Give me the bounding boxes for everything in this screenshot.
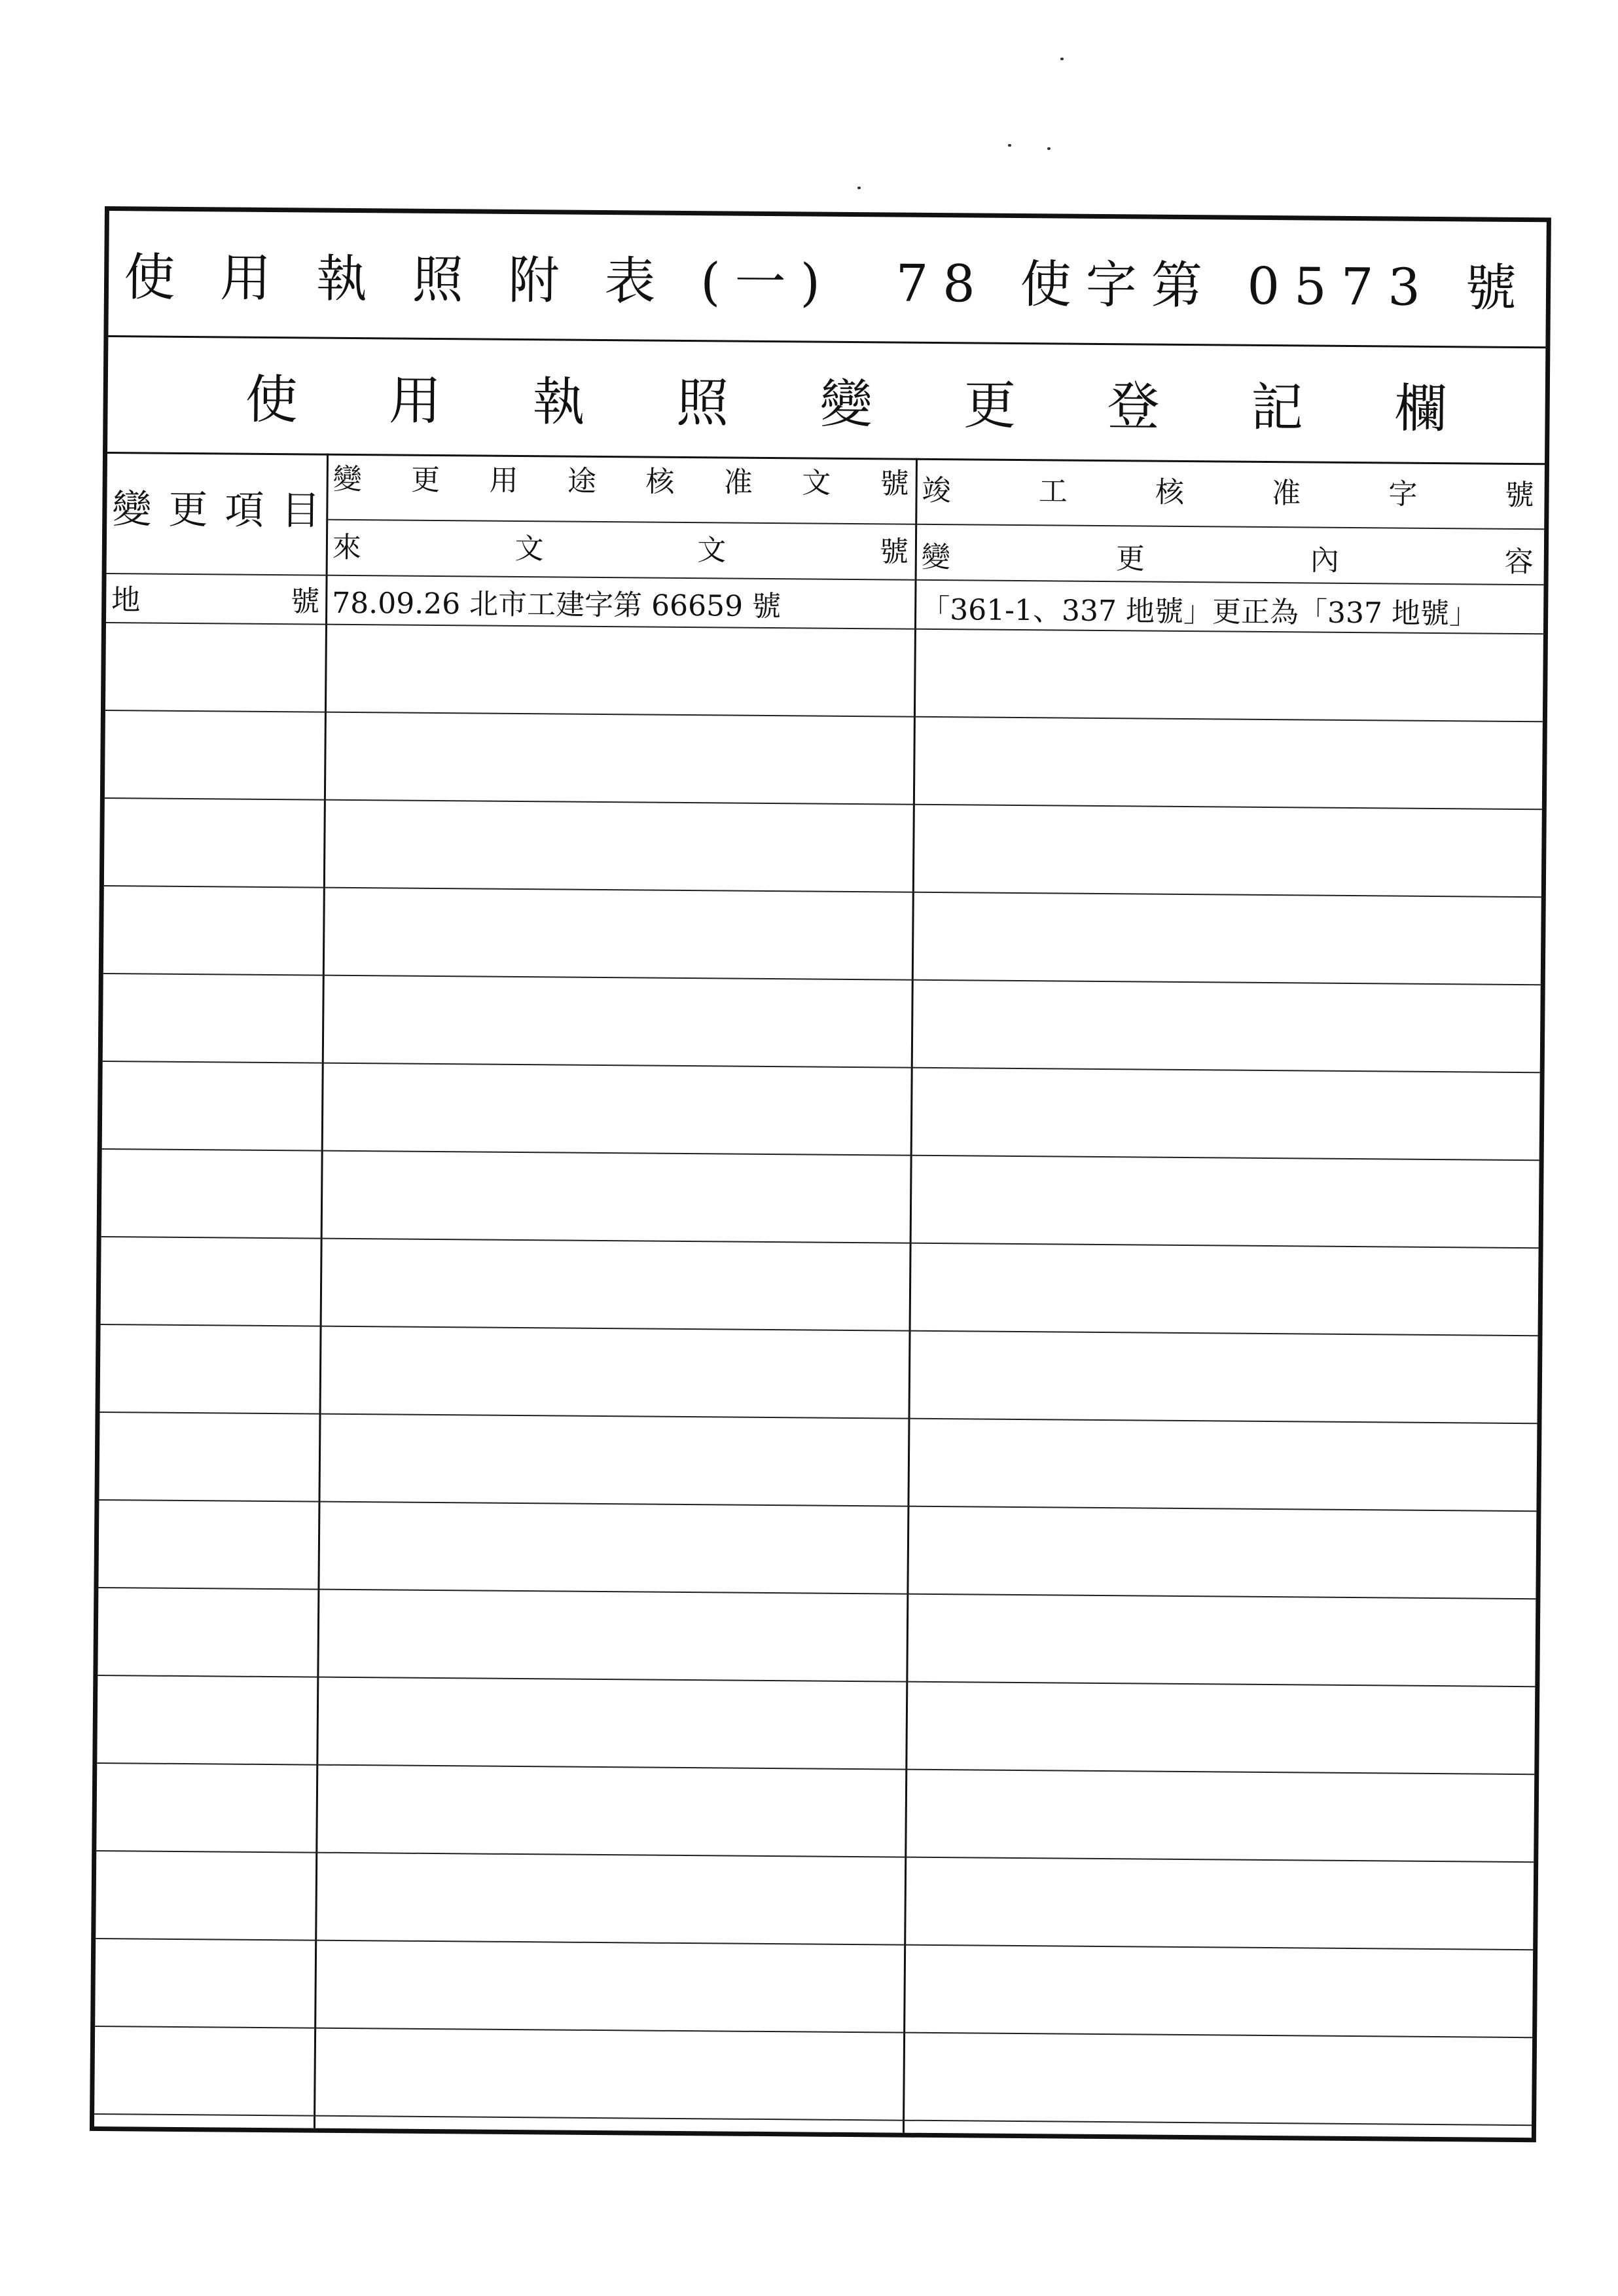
incoming-header-char: 來 (332, 530, 362, 565)
approval-header-char: 文 (802, 466, 831, 500)
incoming-header-char: 文 (514, 532, 544, 566)
blank-row-line (103, 1061, 1540, 1073)
subtitle-char: 使 (245, 369, 298, 430)
blank-row-line (97, 1762, 1534, 1775)
blank-row-line (100, 1412, 1537, 1424)
approval-header-char: 更 (410, 463, 440, 498)
subtitle-char: 照 (675, 372, 729, 433)
subtitle-char: 用 (388, 369, 442, 431)
completion-header-char: 工 (1038, 475, 1068, 509)
column-divider-1 (314, 454, 329, 2128)
subtitle-row (107, 335, 1545, 465)
approval-header-char: 號 (880, 467, 909, 501)
column-divider-2 (903, 458, 918, 2133)
subtitle-char: 記 (1250, 376, 1304, 438)
change-item-header (112, 478, 321, 536)
scan-speck (857, 187, 861, 189)
blank-row-line (102, 1148, 1539, 1161)
blank-row-line (98, 1587, 1536, 1599)
form-title: 使 用 執 照 附 表 (一) 78 使字第 0573 號 (124, 248, 1532, 319)
blank-row-line (96, 1938, 1533, 1950)
subtitle-char: 執 (532, 371, 586, 433)
approval-header-char: 途 (567, 464, 597, 498)
blank-row-line (94, 2113, 1532, 2126)
incoming-header-char: 文 (697, 534, 727, 568)
approval-header-char: 核 (645, 465, 675, 499)
blank-row-line (101, 1324, 1538, 1336)
subtitle-char: 登 (1107, 375, 1160, 437)
row-item-char: 號 (291, 585, 320, 619)
blank-row-line (105, 797, 1542, 810)
blank-row-line (101, 1236, 1539, 1248)
scan-speck (1060, 58, 1064, 60)
change-item-header-char: 目 (281, 488, 321, 534)
incoming-doc-header (332, 530, 909, 569)
approval-doc-header (333, 462, 909, 501)
subtitle-char: 變 (819, 373, 873, 435)
completion-header-char: 字 (1388, 477, 1418, 511)
completion-header-char: 竣 (922, 473, 951, 508)
blank-row-line (104, 885, 1541, 898)
scan-speck (1008, 144, 1011, 147)
change-content-header (921, 540, 1534, 579)
header-mid-line (326, 519, 1544, 530)
row-item-cell (111, 583, 320, 619)
subtitle-char: 欄 (1394, 377, 1448, 439)
change-item-header-char: 更 (168, 486, 208, 534)
record-table (94, 452, 1545, 2138)
change-item-header-char: 項 (225, 487, 264, 534)
row-doc-number: 78.09.26 北市工建字第 66659 號 (332, 586, 782, 624)
content-header-char: 內 (1310, 543, 1340, 577)
approval-header-char: 准 (723, 465, 753, 500)
form-subtitle (245, 337, 1447, 462)
content-header-char: 變 (921, 540, 951, 575)
content-header-char: 容 (1504, 545, 1534, 579)
blank-row-line (95, 2026, 1532, 2038)
incoming-header-char: 號 (879, 535, 909, 569)
blank-row-line (99, 1499, 1536, 1512)
approval-header-char: 變 (333, 462, 362, 497)
scan-speck (1047, 147, 1051, 150)
subtitle-char: 更 (963, 374, 1016, 436)
change-item-header-char: 變 (112, 486, 152, 533)
blank-row-line (98, 1675, 1535, 1687)
row-item-char: 地 (111, 583, 141, 617)
license-form (90, 206, 1551, 2142)
title-row (108, 211, 1546, 348)
content-header-char: 更 (1115, 542, 1145, 576)
completion-header-char: 核 (1155, 475, 1185, 509)
row-change-content: 「361-1、337 地號」更正為「337 地號」 (920, 592, 1479, 631)
blank-row-line (103, 973, 1541, 985)
blank-row-line (105, 710, 1543, 722)
completion-header-char: 准 (1271, 477, 1301, 511)
completion-header-char: 號 (1505, 478, 1534, 513)
completion-doc-header (922, 473, 1534, 513)
blank-row-line (96, 1850, 1534, 1863)
approval-header-char: 用 (489, 464, 518, 498)
